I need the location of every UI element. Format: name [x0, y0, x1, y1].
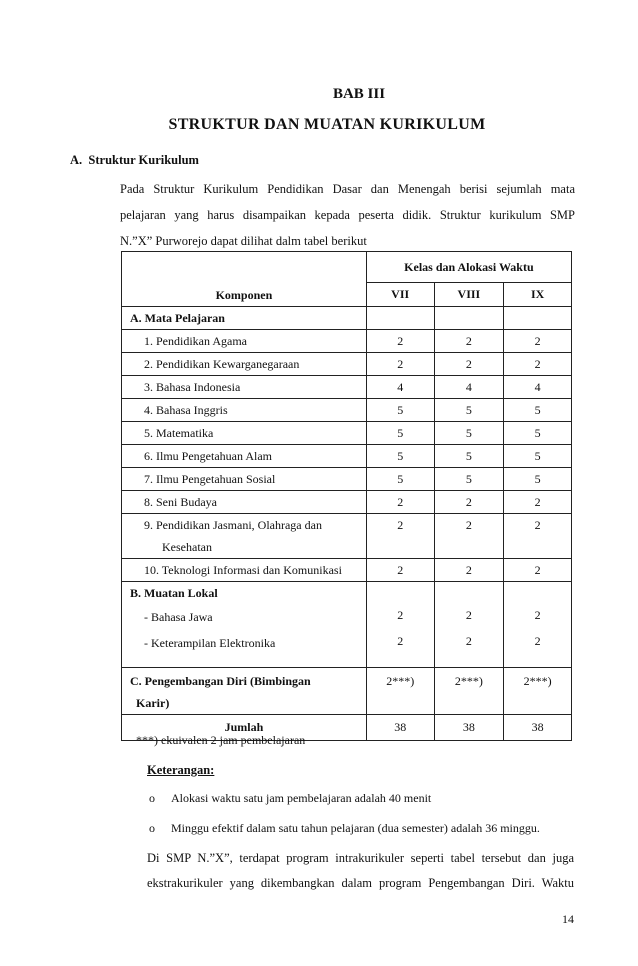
value-viii: 2	[434, 559, 504, 582]
header-grade-vii: VII	[366, 283, 434, 307]
group-c-title-continued: Karir)	[136, 696, 170, 710]
curriculum-table	[121, 251, 572, 741]
total-vii: 38	[366, 715, 434, 741]
value-vii: 2	[366, 353, 434, 376]
subject-label: - Keterampilan Elektronika	[144, 636, 276, 650]
value-ix: 2	[504, 330, 572, 353]
table-row	[122, 399, 572, 422]
table-header-row-1	[122, 252, 572, 283]
value-viii: 4	[434, 376, 504, 399]
value-vii: 2	[397, 608, 404, 622]
subject-label: - Bahasa Jawa	[144, 610, 213, 624]
subject-label: 3. Bahasa Indonesia	[122, 376, 367, 399]
table-row	[122, 330, 572, 353]
value-ix: 2	[504, 559, 572, 582]
group-c-row	[122, 668, 572, 715]
value-viii: 2	[434, 514, 504, 559]
subject-label: 6. Ilmu Pengetahuan Alam	[122, 445, 367, 468]
value-ix: 2	[534, 608, 541, 622]
subject-label: 10. Teknologi Informasi dan Komunikasi	[122, 559, 367, 582]
table-row	[122, 353, 572, 376]
group-c-labels	[122, 668, 367, 715]
value-ix: 5	[504, 445, 572, 468]
header-group: Kelas dan Alokasi Waktu	[366, 252, 571, 283]
keterangan-item-text: Alokasi waktu satu jam pembelajaran adalah 40 menit	[171, 791, 432, 805]
table-row	[122, 491, 572, 514]
value-viii: 5	[434, 445, 504, 468]
value-ix: 2	[504, 491, 572, 514]
table-row	[122, 559, 572, 582]
value-ix: 2	[534, 634, 541, 648]
value-vii: 2	[366, 559, 434, 582]
header-grade-viii: VIII	[434, 283, 504, 307]
subject-label: 8. Seni Budaya	[122, 491, 367, 514]
keterangan-item	[149, 791, 431, 806]
page-number: 14	[562, 912, 574, 926]
section-title: Struktur Kurikulum	[88, 153, 199, 167]
value-viii: 2	[465, 634, 472, 648]
group-b-block	[122, 582, 572, 668]
value-vii: 2	[366, 514, 434, 559]
subject-label: 5. Matematika	[122, 422, 367, 445]
keterangan-title: Keterangan:	[147, 763, 215, 777]
value-ix: 2***)	[504, 668, 572, 715]
value-vii: 2	[366, 330, 434, 353]
value-ix: 2	[504, 514, 572, 559]
group-c-title: C. Pengembangan Diri (Bimbingan	[130, 674, 311, 688]
bullet-circle-icon: o	[149, 821, 155, 835]
value-vii: 5	[366, 445, 434, 468]
value-vii: 4	[366, 376, 434, 399]
value-vii: 2***)	[366, 668, 434, 715]
table-row	[122, 376, 572, 399]
total-viii: 38	[434, 715, 504, 741]
keterangan-item	[149, 821, 540, 836]
intro-line-1: Pada Struktur Kurikulum Pendidikan Dasar dan Menengah berisi sejumlah mata	[120, 182, 575, 196]
subject-label: 9. Pendidikan Jasmani, Olahraga dan	[144, 518, 322, 532]
value-viii: 2	[434, 491, 504, 514]
group-b-values-viii	[434, 582, 504, 668]
table-row	[122, 445, 572, 468]
table-row	[122, 422, 572, 445]
value-viii: 5	[434, 399, 504, 422]
value-ix: 5	[504, 468, 572, 491]
intro-line-2: pelajaran yang harus disampaikan kepada peserta didik. Struktur kurikulum SMP	[120, 208, 575, 222]
group-a-title-row	[122, 307, 572, 330]
subject-label: 2. Pendidikan Kewarganegaraan	[122, 353, 367, 376]
table-row	[122, 514, 572, 559]
value-vii: 2	[366, 491, 434, 514]
value-vii: 5	[366, 468, 434, 491]
chapter-heading: BAB III	[332, 86, 386, 102]
table-row	[122, 468, 572, 491]
chapter-title: STRUKTUR DAN MUATAN KURIKULUM	[168, 116, 486, 133]
value-viii: 2	[434, 353, 504, 376]
value-ix: 2	[504, 353, 572, 376]
table-footnote: ***) ekuivalen 2 jam pembelajaran	[136, 733, 306, 747]
header-grade-ix: IX	[504, 283, 572, 307]
subject-label: 7. Ilmu Pengetahuan Sosial	[122, 468, 367, 491]
value-viii: 2	[465, 608, 472, 622]
subject-label-two-line	[122, 514, 367, 559]
value-ix: 5	[504, 399, 572, 422]
value-ix: 5	[504, 422, 572, 445]
bullet-circle-icon: o	[149, 791, 155, 805]
subject-label: 1. Pendidikan Agama	[122, 330, 367, 353]
value-viii: 2	[434, 330, 504, 353]
group-b-values-vii	[366, 582, 434, 668]
value-ix: 4	[504, 376, 572, 399]
group-b-labels	[122, 582, 367, 668]
group-a-title: A. Mata Pelajaran	[122, 307, 367, 330]
header-component: Komponen	[122, 252, 367, 307]
closing-line-2: ekstrakurikuler yang dikembangkan dalam program Pengembangan Diri. Waktu	[147, 876, 574, 890]
value-viii: 2***)	[434, 668, 504, 715]
value-viii: 5	[434, 468, 504, 491]
subject-label: 4. Bahasa Inggris	[122, 399, 367, 422]
value-vii: 5	[366, 422, 434, 445]
value-vii: 2	[397, 634, 404, 648]
group-b-values-ix	[504, 582, 572, 668]
keterangan-item-text: Minggu efektif dalam satu tahun pelajaran (dua semester) adalah 36 minggu.	[171, 821, 540, 835]
total-ix: 38	[504, 715, 572, 741]
value-vii: 5	[366, 399, 434, 422]
section-heading	[70, 153, 199, 168]
closing-line-1: Di SMP N.”X”, terdapat program intrakurikuler seperti tabel tersebut dan juga	[147, 851, 574, 865]
total-label: Jumlah	[122, 715, 367, 741]
section-label: A.	[70, 153, 83, 167]
intro-line-3: N.”X” Purworejo dapat dilihat dalm tabel berikut	[120, 234, 367, 248]
value-viii: 5	[434, 422, 504, 445]
subject-label-continued: Kesehatan	[162, 540, 212, 554]
group-b-title: B. Muatan Lokal	[130, 586, 218, 600]
